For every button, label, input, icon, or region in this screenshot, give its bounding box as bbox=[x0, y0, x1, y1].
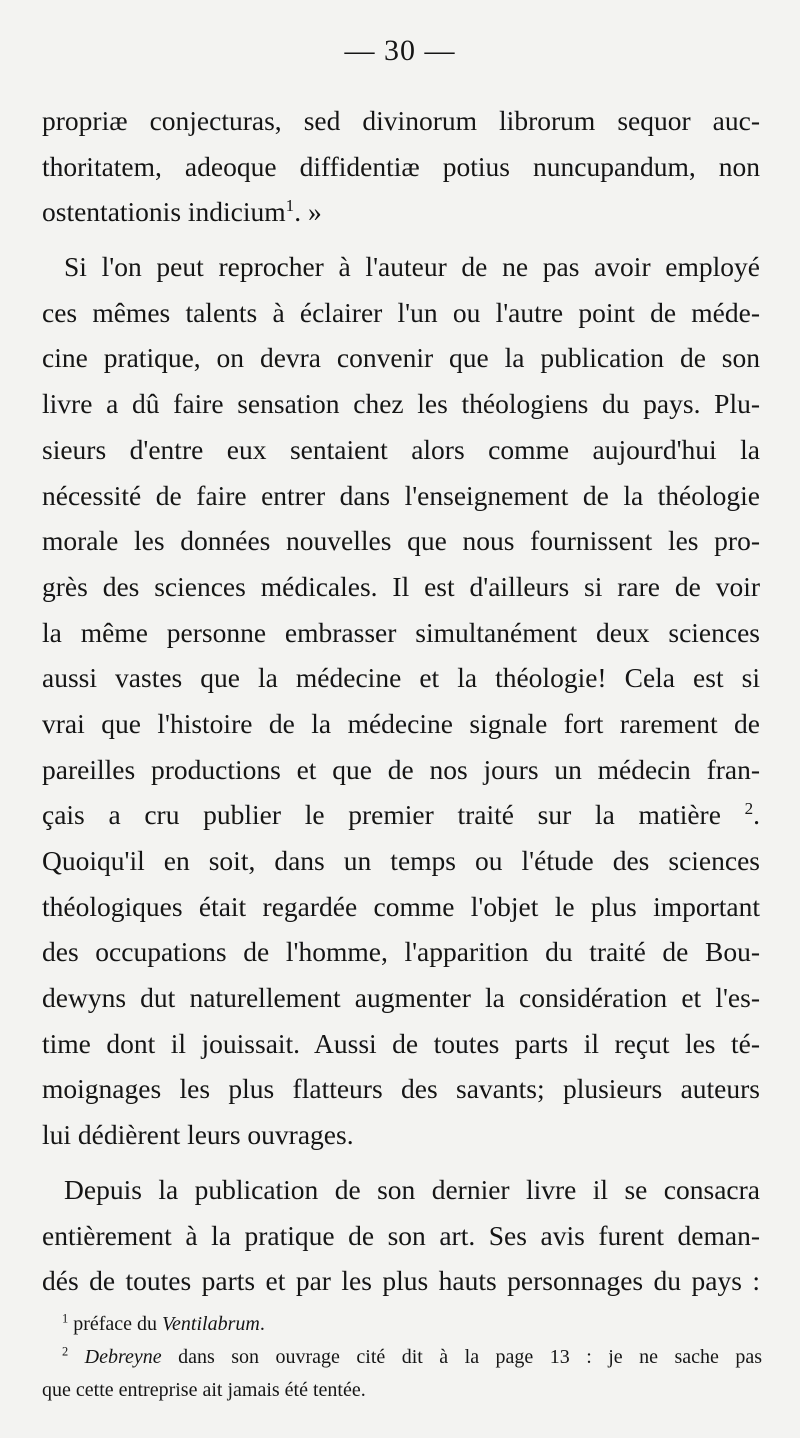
text-line: ostentationis indicium$^1$. » bbox=[42, 196, 322, 228]
text-line: pareilles productions et que de nos jours un médecin fran- bbox=[42, 753, 760, 785]
text-line: time dont il jouissait. Aussi de toutes parts il reçut les té- bbox=[42, 1027, 760, 1059]
text-line: Depuis la publication de son dernier livre il se consacra bbox=[64, 1173, 760, 1205]
text-line: Quoiqu'il en soit, dans un temps ou l'étude des sciences bbox=[42, 845, 760, 876]
text-line: moignages les plus flatteurs des savants; plusieurs auteurs bbox=[42, 1073, 760, 1105]
text-line: cine pratique, on devra convenir que la publication de son bbox=[42, 342, 760, 374]
text-line: dés de toutes parts et par les plus hauts personnages du pays : bbox=[42, 1265, 760, 1297]
text-line: grès des sciences médicales. Il est d'ailleurs si rare de voir bbox=[42, 570, 760, 602]
text-line: livre a dû faire sensation chez les théologiens du pays. Plu- bbox=[42, 388, 760, 420]
footnotes bbox=[42, 1308, 763, 1407]
text-line: çais a cru publier le premier traité sur la matière $^2$. bbox=[42, 799, 761, 831]
text-line: théologiques était regardée comme l'objet le plus important bbox=[42, 890, 760, 922]
page-number: — 30 — bbox=[344, 34, 456, 67]
footnote-ref: 2 bbox=[744, 799, 754, 819]
main-text bbox=[42, 98, 760, 1304]
footnote-2-continued: que cette entreprise ait jamais été tentée. bbox=[42, 1379, 366, 1401]
text-line: sieurs d'entre eux sentaient alors comme aujourd'hui la bbox=[42, 433, 760, 465]
text-line: vrai que l'histoire de la médecine signale fort rarement de bbox=[42, 707, 760, 739]
text-line: lui dédièrent leurs ouvrages. bbox=[42, 1119, 354, 1151]
text-line: ces mêmes talents à éclairer l'un ou l'autre point de méde- bbox=[42, 296, 760, 328]
footnote-1: $^1$ préface du Ventilabrum. bbox=[62, 1311, 265, 1335]
text-line: la même personne embrasser simultanément deux sciences bbox=[42, 616, 760, 648]
text-line: morale les données nouvelles que nous fournissent les pro- bbox=[42, 525, 760, 557]
footnote-ref: 1 bbox=[285, 196, 295, 216]
text-line: propriæ conjecturas, sed divinorum librorum sequor auc- bbox=[42, 105, 760, 136]
text-line: Si l'on peut reprocher à l'auteur de ne pas avoir employé bbox=[64, 251, 760, 283]
footnote-2: $^2$ Debreyne dans son ouvrage cité dit à la page 13 : je ne sache pas bbox=[62, 1344, 763, 1368]
text-line: dewyns dut naturellement augmenter la considération et l'es- bbox=[42, 982, 760, 1014]
text-line: aussi vastes que la médecine et la théologie! Cela est si bbox=[42, 662, 760, 694]
text-line: des occupations de l'homme, l'apparition du traité de Bou- bbox=[42, 936, 760, 968]
text-line: entièrement à la pratique de son art. Ses avis furent deman- bbox=[42, 1219, 760, 1251]
text-line: nécessité de faire entrer dans l'enseignement de la théologie bbox=[42, 479, 760, 511]
text-line: thoritatem, adeoque diffidentiæ potius nuncupandum, non bbox=[42, 150, 760, 182]
